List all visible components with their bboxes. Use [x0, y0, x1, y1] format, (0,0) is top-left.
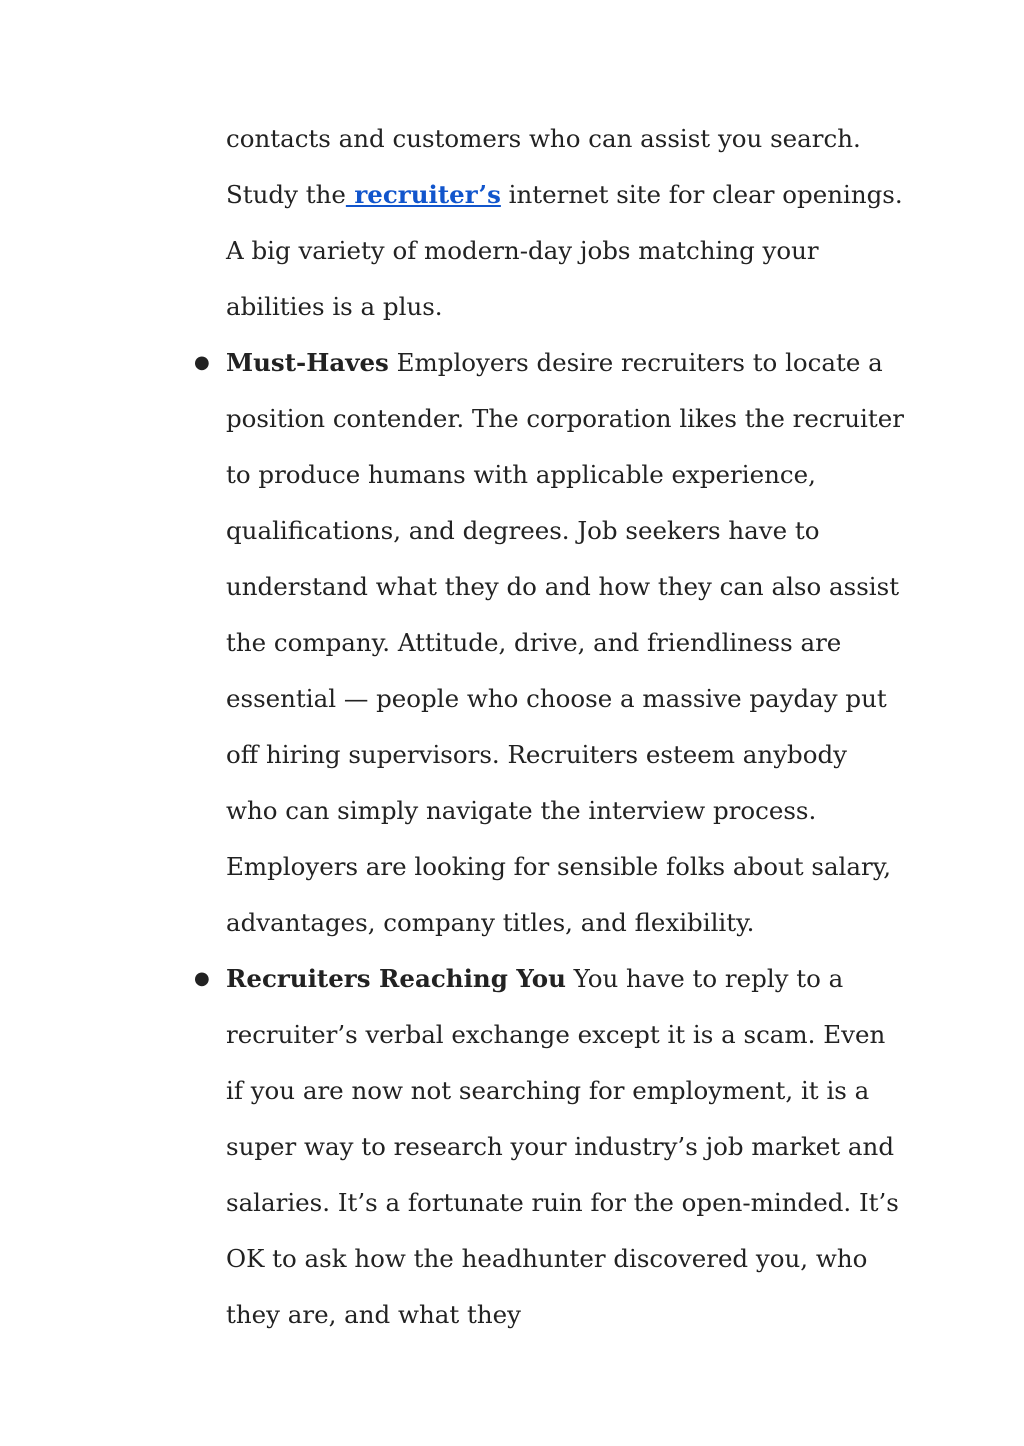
bullet-heading: Recruiters Reaching You — [226, 964, 566, 993]
bullet-body: Employers desire recruiters to locate a position contender. The corporation likes the recruiter to produce humans with applicable experience, qualifications, and degrees. Job seekers have to understand what they do and how they can also assist the company. Attitude, drive, and friendliness are essential — people who choose a massive payday put off hiring supervisors. Recruiters esteem anybody who can simply navigate the interview process. Employers are looking for sensible folks about salary, advantages, company titles, and flexibility. — [226, 348, 904, 937]
recruiter-link[interactable]: recruiter’s — [345, 180, 501, 209]
bullet-body: You have to reply to a recruiter’s verbal exchange except it is a scam. Even if you are now not searching for employment, it is a super way to research your industry’s job market and salaries. It’s a fortunate ruin for the open-minded. It’s OK to ask how the headhunter discovered you, who they are, and what they — [226, 964, 899, 1329]
bullet-item-must-haves — [194, 335, 906, 951]
paragraph-continuation — [226, 111, 906, 335]
bullet-heading: Must-Haves — [226, 348, 389, 377]
paragraph-text-start: contacts and customers who can assist you search. Study the — [226, 124, 861, 209]
bullet-icon: ● — [194, 968, 210, 989]
bullet-icon: ● — [194, 352, 210, 373]
document-body — [194, 111, 906, 1343]
bullet-item-recruiters-reaching-you — [194, 951, 906, 1343]
paragraph-text-end: internet site for clear openings. A big variety of modern-day jobs matching your abilities is a plus. — [226, 180, 903, 321]
